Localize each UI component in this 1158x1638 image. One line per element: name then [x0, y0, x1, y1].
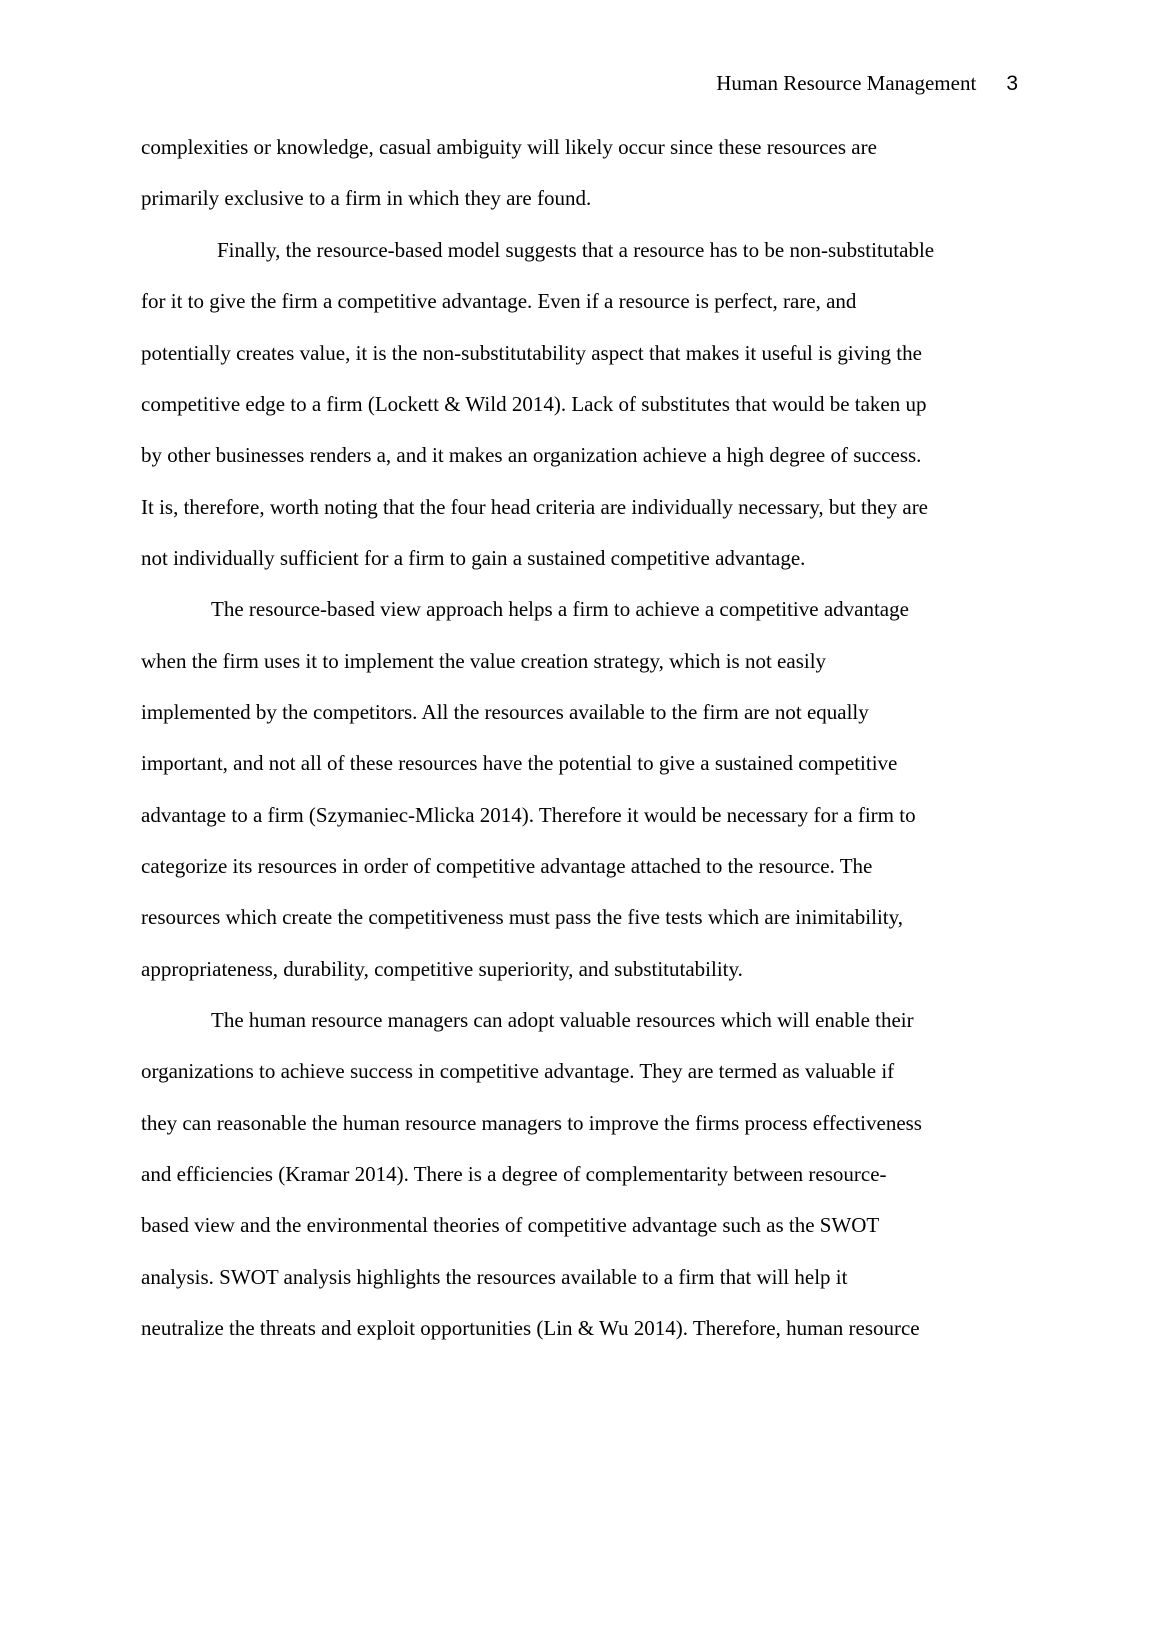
body-line: when the firm uses it to implement the value creation strategy, which is not easily — [141, 649, 827, 673]
body-line: categorize its resources in order of competitive advantage attached to the resource. The — [141, 854, 873, 878]
body-line: potentially creates value, it is the non-substitutability aspect that makes it useful is giving the — [141, 341, 922, 365]
page-number: 3 — [1006, 72, 1018, 95]
body-line: appropriateness, durability, competitive superiority, and substitutability. — [141, 957, 743, 981]
body-line: competitive edge to a firm (Lockett & Wild 2014). Lack of substitutes that would be taken up — [141, 392, 927, 416]
body-line: organizations to achieve success in competitive advantage. They are termed as valuable if — [141, 1059, 895, 1083]
body-line: by other businesses renders a, and it makes an organization achieve a high degree of success. — [141, 443, 922, 467]
body-line: not individually sufficient for a firm to gain a sustained competitive advantage. — [141, 546, 806, 570]
body-line: important, and not all of these resources have the potential to give a sustained competitive — [141, 751, 898, 775]
header-title: Human Resource Management — [716, 71, 977, 95]
body-line: resources which create the competitiveness must pass the five tests which are inimitability, — [141, 905, 903, 929]
body-line: It is, therefore, worth noting that the four head criteria are individually necessary, but they are — [141, 495, 929, 519]
body-line: primarily exclusive to a firm in which they are found. — [141, 186, 592, 210]
body-line: and efficiencies (Kramar 2014). There is a degree of complementarity between resource- — [141, 1162, 887, 1186]
body-line: neutralize the threats and exploit opportunities (Lin & Wu 2014). Therefore, human resource — [141, 1316, 920, 1340]
body-line: based view and the environmental theories of competitive advantage such as the SWOT — [141, 1213, 880, 1237]
body-line: advantage to a firm (Szymaniec-Mlicka 2014). Therefore it would be necessary for a firm to — [141, 803, 916, 827]
body-line: they can reasonable the human resource managers to improve the firms process effectiveness — [141, 1111, 922, 1135]
body-line: analysis. SWOT analysis highlights the resources available to a firm that will help it — [141, 1265, 848, 1289]
body-line: for it to give the firm a competitive advantage. Even if a resource is perfect, rare, and — [141, 289, 857, 313]
body-line: Finally, the resource-based model suggests that a resource has to be non-substitutable — [217, 238, 935, 262]
body-line: The human resource managers can adopt valuable resources which will enable their — [211, 1008, 914, 1032]
body-line: implemented by the competitors. All the resources available to the firm are not equally — [141, 700, 869, 724]
body-line: The resource-based view approach helps a firm to achieve a competitive advantage — [211, 597, 909, 621]
body-line: complexities or knowledge, casual ambiguity will likely occur since these resources are — [141, 135, 877, 159]
running-header — [716, 68, 1018, 98]
